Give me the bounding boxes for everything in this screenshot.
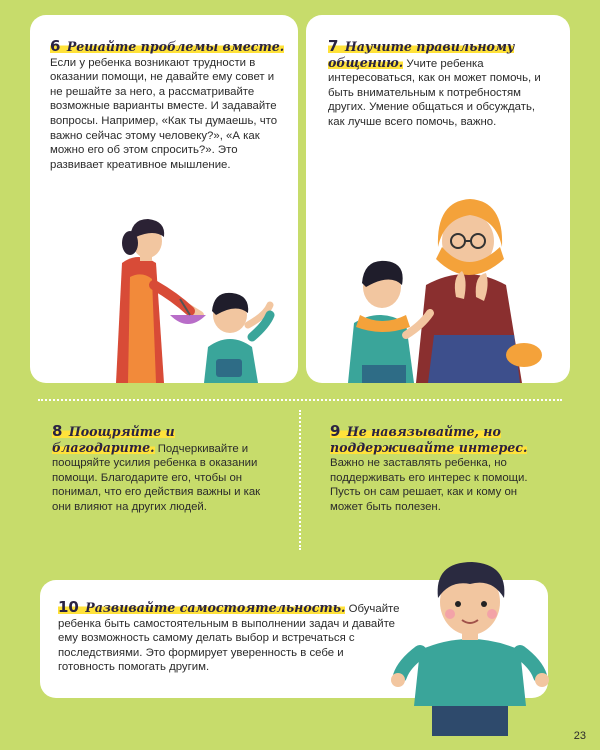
tip-9-text: Важно не заставлять ребенка, но поддерживать его интерес к помощи. Пусть он сам решает, как и кому он может быть полезен. <box>330 457 528 513</box>
tip-10-text: Обучайте ребенка быть самостоятельным в выполнении задач и давайте ему возможность самому делать выбор и встречаться с последствиями. Это формирует уверенность в себе и готовность помогать другим. <box>58 603 400 674</box>
tip-7-title: 7 Научите правильному общению. <box>328 37 515 70</box>
tip-7-text: Учите ребенка интересоваться, как он может помочь, и быть внимательным к потребностям других. Умение общаться и обсуждать, как лучше всего помочь, важно. <box>328 57 541 128</box>
tip-8-title: 8 Поощряйте и благодарите. <box>52 422 175 455</box>
tip-6-text: Если у ребенка возникают трудности в оказании помощи, не давайте ему совет и не решайте за него, а рассматривайте возможные варианты вместе. И задавайте вопросы. Например, «Как ты думаешь, что важно сейчас этому человеку?», «А как можно его об этом спросить?». Это развивает креативное мышление. <box>50 56 278 171</box>
page-number: 23 <box>573 730 586 742</box>
tip-9-title: 9 Не навязывайте, но поддерживайте интерес. <box>330 422 528 455</box>
tip-10-title: 10 Развивайте самостоятельность. <box>58 598 346 616</box>
tip-6-title: 6 Решайте проблемы вместе. <box>50 37 285 55</box>
tip-8-text: Подчеркивайте и поощряйте усилия ребенка в оказании помощи. Благодарите его, чтобы он понимал, что его действия важны и как они влияют на других людей. <box>52 442 261 513</box>
